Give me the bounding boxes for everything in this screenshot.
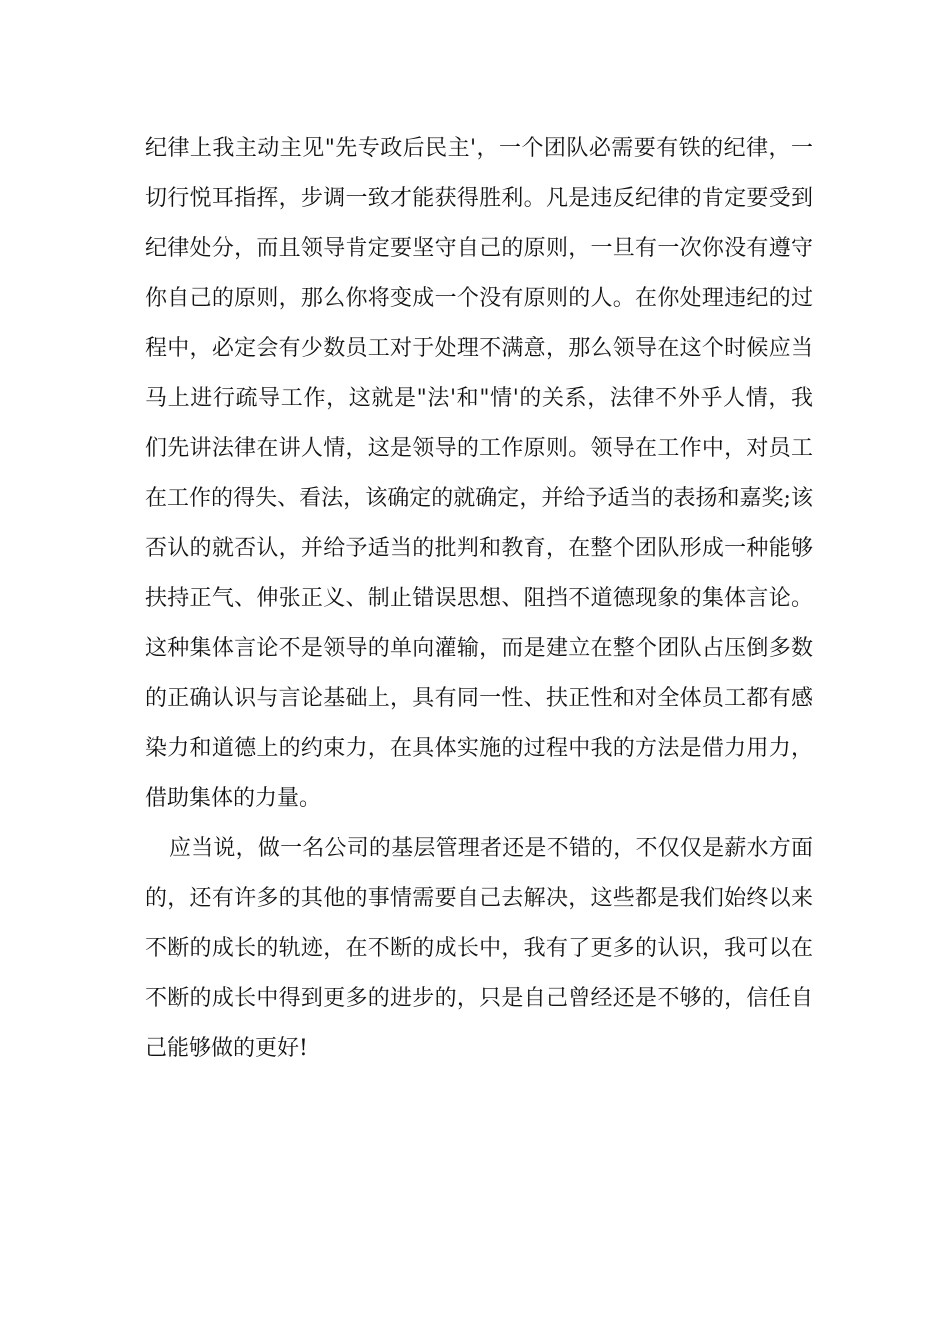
paragraph-2: 应当说，做一名公司的基层管理者还是不错的，不仅仅是薪水方面的，还有许多的其他的事情需要自己去解决，这些都是我们始终以来不断的成长的轨迹，在不断的成长中，我有了更多的认识，我可以在不断的成长中得到更多的进步的，只是自己曾经还是不够的，信任自己能够做的更好! xyxy=(145,836,813,1061)
paragraph-1: 纪律上我主动主见"先专政后民主'，一个团队必需要有铁的纪律，一切行悦耳指挥，步调一致才能获得胜利。凡是违反纪律的肯定要受到纪律处分，而且领导肯定要坚守自己的原则，一旦有一次你没有遵守你自己的原则，那么你将变成一个没有原则的人。在你处理违纪的过程中，必定会有少数员工对于处理不满意，那么领导在这个时候应当马上进行疏导工作，这就是"法'和"情'的关系，法律不外乎人情，我们先讲法律在讲人情，这是领导的工作原则。领导在工作中，对员工在工作的得失、看法，该确定的就确定，并给予适当的表扬和嘉奖;该否认的就否认，并给予适当的批判和教育，在整个团队形成一种能够扶持正气、伸张正义、制止错误思想、阻挡不道德现象的集体言论。这种集体言论不是领导的单向灌输，而是建立在整个团队占压倒多数的正确认识与言论基础上，具有同一性、扶正性和对全体员工都有感染力和道德上的约束力，在具体实施的过程中我的方法是借力用力，借助集体的力量。 xyxy=(145,136,813,811)
document-body xyxy=(145,124,813,1074)
